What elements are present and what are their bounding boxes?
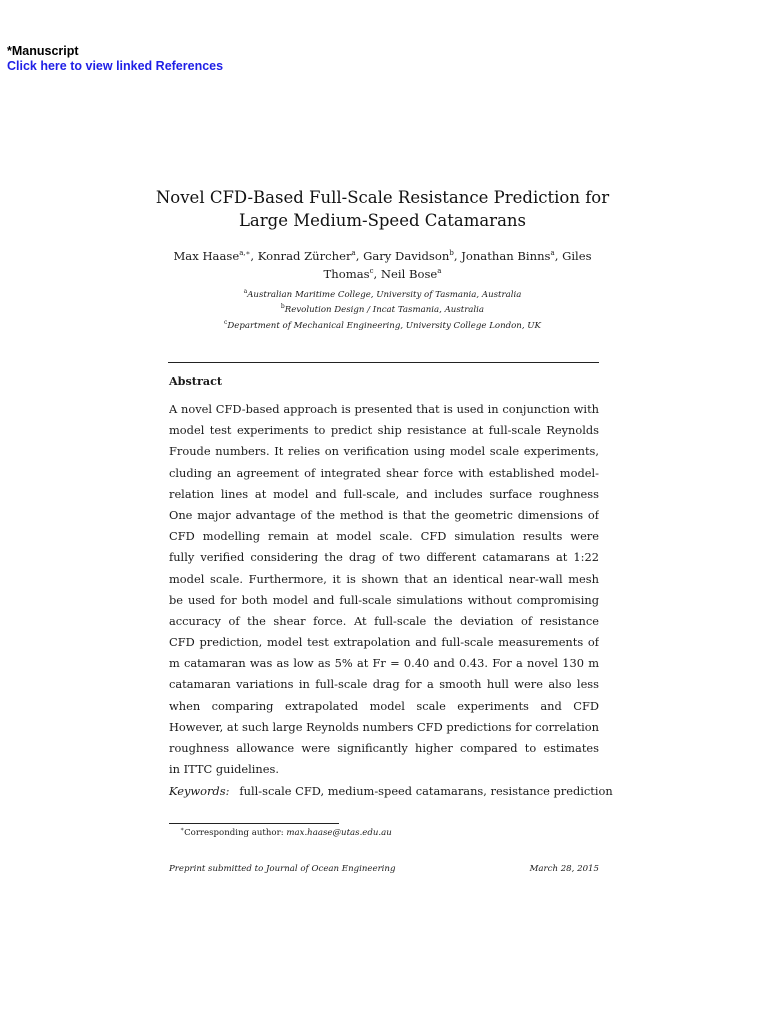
author-name: Jonathan Binns (461, 248, 551, 263)
abstract-line: Froude numbers. It relies on verification using model scale experiments, (169, 444, 599, 459)
abstract-line: catamaran variations in full-scale drag for a smooth hull were also less (169, 677, 599, 692)
affiliation-mark: a (243, 288, 248, 295)
author-separator: , (554, 248, 563, 263)
abstract-body (169, 399, 599, 780)
abstract-line: One major advantage of the method is that the geometric dimensions of (169, 507, 599, 522)
affiliation-mark: b (280, 303, 285, 311)
manuscript-header (7, 44, 223, 74)
abstract-line: CFD prediction, model test extrapolation and full-scale measurements of (169, 635, 599, 650)
abstract-line: model scale. Furthermore, it is shown that an identical near-wall mesh (169, 571, 599, 586)
author-separator: , (373, 266, 381, 281)
title-line-2: Large Medium-Speed Catamarans (238, 211, 527, 230)
manuscript-label: *Manuscript (7, 44, 79, 58)
affiliation-item (150, 286, 615, 301)
author-name: Giles Thomas (323, 248, 592, 281)
abstract-line: accuracy of the shear force. At full-scale the deviation of resistance (169, 613, 599, 628)
abstract-top-rule (168, 362, 599, 363)
preprint-date: March 28, 2015 (529, 864, 599, 874)
keywords-line (169, 783, 613, 799)
abstract-line: model test experiments to predict ship resistance at full-scale Reynolds (169, 423, 599, 438)
abstract-line: fully verified considering the drag of two different catamarans at 1:22 (169, 550, 599, 565)
author-name: Max Haase (173, 248, 240, 263)
author-separator: , (453, 248, 462, 263)
author-name: Gary Davidson (363, 248, 450, 263)
affiliation-mark: c (224, 318, 228, 326)
affiliation-text: Department of Mechanical Engineering, University College London, UK (227, 320, 541, 331)
author-separator: , (250, 248, 258, 263)
author-list (160, 246, 605, 282)
abstract-line: roughness allowance were significantly higher compared to estimates (169, 741, 599, 755)
keywords-text: full-scale CFD, medium-speed catamarans, resistance prediction (239, 784, 613, 798)
abstract-line: be used for both model and full-scale simulations without compromising (169, 592, 599, 607)
author-affiliation-mark: a,∗ (239, 249, 251, 257)
author-affiliation-mark: a (437, 266, 442, 275)
author-affiliation-mark: a (351, 249, 356, 257)
affiliation-item (150, 317, 615, 332)
abstract-line: However, at such large Reynolds numbers CFD predictions for correlation (169, 719, 599, 734)
footnote-text: Corresponding author: (184, 827, 287, 838)
affiliation-list (150, 286, 615, 332)
footnote-marker: ∗ (180, 826, 185, 833)
preprint-note: Preprint submitted to Journal of Ocean Engineering (169, 864, 396, 874)
author-affiliation-mark: a (550, 249, 555, 257)
author-separator: , (355, 248, 364, 263)
abstract-line: cluding an agreement of integrated shear force with established model- (169, 465, 599, 480)
abstract-line: when comparing extrapolated model scale experiments and CFD (169, 698, 599, 713)
abstract-line: m catamaran was as low as 5% at Fr = 0.40 and 0.43. For a novel 130 m (169, 656, 599, 671)
abstract-line: A novel CFD-based approach is presented that is used in conjunction with (169, 402, 599, 416)
abstract-line: in ITTC guidelines. (169, 762, 279, 777)
author-name: Konrad Zürcher (257, 248, 352, 263)
paper-title (150, 186, 615, 232)
abstract-heading: Abstract (169, 374, 223, 388)
author-affiliation-mark: c (369, 266, 374, 275)
author-name: Neil Bose (380, 266, 438, 281)
abstract-line: CFD modelling remain at model scale. CFD simulation results were (169, 529, 599, 544)
title-line-1: Novel CFD-Based Full-Scale Resistance Prediction for (155, 188, 610, 207)
corresponding-author-footnote (180, 824, 392, 839)
linked-references-link[interactable]: Click here to view linked References (7, 59, 224, 73)
abstract-line: relation lines at model and full-scale, and includes surface roughness (169, 486, 599, 501)
author-affiliation-mark: b (449, 249, 454, 257)
author-email: max.haase@utas.edu.au (286, 827, 392, 838)
keywords-label: Keywords: (169, 784, 230, 798)
affiliation-text: Australian Maritime College, University of Tasmania, Australia (247, 289, 522, 300)
affiliation-text: Revolution Design / Incat Tasmania, Australia (284, 305, 485, 316)
affiliation-item (150, 301, 615, 316)
